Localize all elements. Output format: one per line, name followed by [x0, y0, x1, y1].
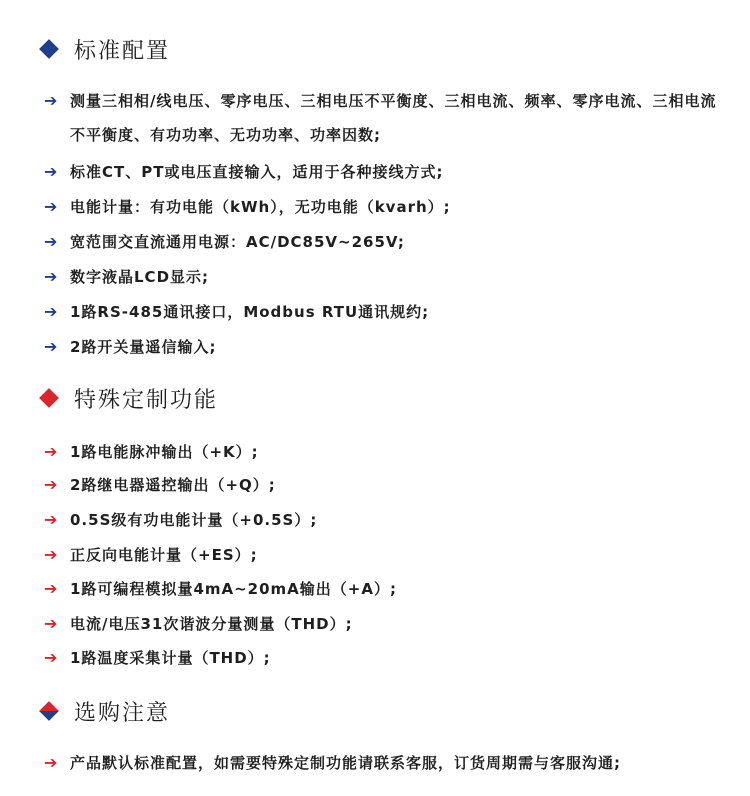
arrow-right-icon: ➔: [44, 162, 59, 181]
blue-diamond-icon: [39, 39, 59, 59]
arrow-right-icon: ➔: [44, 510, 59, 529]
list-item: ➔ 产品默认标准配置，如需要特殊定制功能请联系客服，订货周期需与客服沟通;: [44, 746, 621, 780]
list-item: ➔ 宽范围交直流通用电源：AC/DC85V~265V;: [44, 225, 405, 259]
arrow-right-icon: ➔: [44, 232, 59, 251]
list-item: ➔ 电能计量：有功电能（kWh），无功电能（kvarh）;: [44, 190, 451, 224]
arrow-right-icon: ➔: [44, 197, 59, 216]
list-item: ➔ 2路继电器遥控输出（+Q）;: [44, 468, 276, 502]
section-header-standard: [38, 34, 170, 64]
arrow-right-icon: ➔: [44, 648, 59, 667]
section-header-notice: [38, 696, 170, 726]
section-title: 特殊定制功能: [74, 387, 219, 413]
list-item: ➔ 1路可编程模拟量4mA~20mA输出（+A）;: [44, 572, 397, 606]
arrow-right-icon: ➔: [44, 545, 59, 564]
list-item: ➔ 1路电能脉冲输出（+K）;: [44, 435, 259, 469]
list-item: ➔ 1路温度采集计量（THD）;: [44, 641, 271, 675]
arrow-right-icon: ➔: [44, 475, 59, 494]
list-item: ➔ 标准CT、PT或电压直接输入，适用于各种接线方式;: [44, 155, 443, 189]
section-title: 选购注意: [74, 700, 171, 726]
list-item: ➔ 电流/电压31次谐波分量测量（THD）;: [44, 607, 353, 641]
list-item: ➔ 0.5S级有功电能计量（+0.5S）;: [44, 503, 317, 537]
arrow-right-icon: ➔: [44, 91, 59, 110]
arrow-right-icon: ➔: [44, 614, 59, 633]
list-item: ➔ 测量三相相/线电压、零序电压、三相电压不平衡度、三相电流、频率、零序电流、三相电流不平衡度、有功功率、无功功率、功率因数;: [44, 84, 730, 152]
arrow-right-icon: ➔: [44, 302, 59, 321]
section-title: 标准配置: [74, 38, 171, 64]
arrow-right-icon: ➔: [44, 337, 59, 356]
list-item: ➔ 2路开关量遥信输入;: [44, 330, 216, 364]
arrow-right-icon: ➔: [44, 442, 59, 461]
list-item: ➔ 数字液晶LCD显示;: [44, 260, 209, 294]
red-blue-diamond-icon: [39, 701, 59, 721]
arrow-right-icon: ➔: [44, 753, 59, 772]
red-diamond-icon: [39, 388, 59, 408]
section-header-custom: [38, 383, 218, 413]
list-item: ➔ 1路RS-485通讯接口，Modbus RTU通讯规约;: [44, 295, 429, 329]
arrow-right-icon: ➔: [44, 579, 59, 598]
arrow-right-icon: ➔: [44, 267, 59, 286]
list-item: ➔ 正反向电能计量（+ES）;: [44, 538, 258, 572]
